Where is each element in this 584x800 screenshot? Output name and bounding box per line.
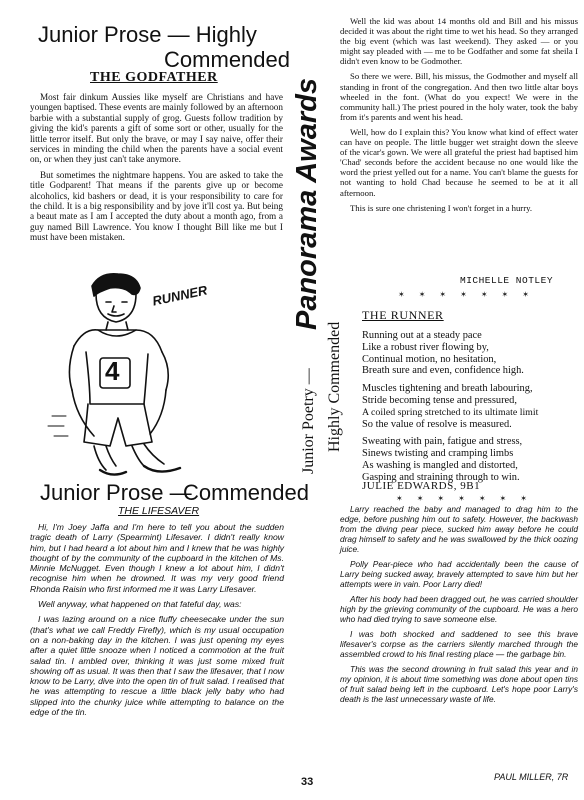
star-divider: ✶ ✶ ✶ ✶ ✶ ✶ ✶ — [398, 290, 535, 299]
paragraph: I was both shocked and saddened to see this brave lifesaver's corpse as the carriers silently marched through the assembled crowd to his final resting place — the garbage bin. — [340, 629, 578, 659]
poem-line: Breath sure and even, confidence high. — [362, 365, 524, 377]
poem-stanza — [362, 383, 582, 430]
poem-line: As washing is mangled and distorted, — [362, 459, 518, 471]
section-label-line1: Junior Prose — Highly — [38, 22, 257, 47]
poem-line: A coiled spring stretched to its ultimate limit — [362, 406, 539, 418]
paragraph: Larry reached the baby and managed to drag him to the edge, before pushing him out to safety. However, the backwash from the diving pear piece, sucked him away before he could drag himself to safety and he was swallowed by the thick oozing juice. — [340, 504, 578, 554]
paragraph: Polly Pear-piece who had accidentally been the cause of Larry being sucked away, bravely attempted to save him but her attempts were in vain. Poor Larry died! — [340, 559, 578, 589]
runner-poem-body — [362, 330, 582, 490]
poem-line: Sweating with pain, fatigue and stress, — [362, 436, 523, 448]
lifesaver-body — [30, 522, 284, 722]
paragraph: Hi, I'm Joey Jaffa and I'm here to tell you about the sudden tragic death of Larry (Spearmint) Lifesaver. I didn't really know him, but I had heard a lot about him and I knew that he was highly thought of by the community of the cupboard in the kitchen of Ms. Minnie McNugget. Even though I knew a lot about him, I didn't recognise him when he drowned. It was my very good friend Rhonda Raisin who first informed me it was Larry Lifesaver. — [30, 522, 284, 594]
poetry-section-label-line2: Highly Commended — [326, 321, 343, 452]
godfather-section-heading — [38, 24, 290, 71]
poetry-section-label-line1: Junior Poetry — — [300, 368, 317, 474]
poem-line: Running out at a steady pace — [362, 330, 482, 341]
godfather-body — [30, 92, 283, 248]
poem-stanza — [362, 436, 582, 483]
paragraph: But sometimes the nightmare happens. You are asked to take the title Godparent! That means if the parents give up or become alcoholics, kid bashers or dead, it is your responsibility to care for the child. It is a big responsibility and by jove it'll cost ya. But being a beaut mate as I am I accepted the duty about a month ago, from a guy named Bill Lawrence. You know I thought Bill like me but I must have been mistaken. — [30, 169, 283, 243]
paragraph: Well, how do I explain this? You know what kind of effect water can have on people. The little bugger wet straight down the sleeve of the vicar's gown. We were all grateful the priest had baptised him 'Chad' seconds before the accident because no one would like the word the priest yelled out for a name. You can't blame the guests for not wanting to hold Chad because he seemed to be at it all afternoon. — [340, 126, 578, 198]
paragraph: So there we were. Bill, his missus, the Godmother and myself all standing in front of the congregation. And then two little altar boys wheeled in the font. (What do you expect! We were in the community hall.) The priest poured in the holy water, took the baby from it's parents and went his head. — [340, 71, 578, 122]
paragraph: This is sure one christening I won't forget in a hurry. — [350, 202, 533, 213]
lifesaver-title: THE LIFESAVER — [118, 505, 200, 517]
godfather-author: MICHELLE NOTLEY — [460, 275, 554, 286]
paragraph: Well the kid was about 14 months old and Bill and his missus decided it was about the right time to wet his head. So they arranged the big event (which was last weekend). They asked — or you might say pleaded with — me to be Godfather and some fat sheila I didn't even know to be Godmother. — [340, 16, 578, 67]
poem-line: Muscles tightening and breath labouring, — [362, 383, 533, 395]
godfather-title: THE GODFATHER — [90, 70, 218, 85]
lifesaver-continued-body — [340, 504, 578, 709]
page-number: 33 — [301, 776, 314, 788]
lifesaver-section-label-right: Commended — [183, 480, 309, 505]
poem-line: Stride becoming tense and pressured, — [362, 394, 517, 406]
godfather-continued-body — [340, 16, 578, 218]
poem-line: Continual motion, no hesitation, — [362, 353, 497, 365]
paragraph: This was the second drowning in fruit salad this year and in my opinion, it is about time something was done about open tins of fruit salad being left in the cupboard. Let's hope poor Larry's death is the last unnecessary waste of life. — [340, 664, 578, 704]
runner-poem-title: THE RUNNER — [362, 308, 444, 322]
poem-line: So the value of resolve is measured. — [362, 418, 512, 430]
section-label-line2: Commended — [164, 47, 290, 72]
poem-line: Gasping and straining through to win. — [362, 471, 520, 483]
poem-line: Like a robust river flowing by, — [362, 341, 489, 353]
paragraph: After his body had been dragged out, he was carried shoulder high by the grieving community of the cupboard. He was a hero who had died trying to save someone else. — [340, 594, 578, 624]
poem-line: Sinews twisting and cramping limbs — [362, 448, 514, 460]
runner-poem-author: JULIE EDWARDS, 9B1 — [362, 480, 481, 492]
paragraph: I was lazing around on a nice fluffy cheesecake under the sun (that's what we call Freddy Firefly), which is my usual occupation on a non-baking day in the kitchen. I was just opening my eyes after a quiet little snooze when I noticed a commotion at the fruit salad tin. I ambled over, thinking it was just some mixed fruit showing off as usual. It was then that I saw the lifesaver, that I now know to be Larry, dive into the open tin of fruit salad. I realised that he was attempting to rescue a little black jelly baby who had slipped into the chunky juice while attempting to balance on the edge of the tin. — [30, 614, 284, 718]
lifesaver-section-label-left: Junior Prose — — [40, 480, 192, 505]
runner-jersey-number: 4 — [105, 356, 120, 386]
paragraph: Well anyway, what happened on that fateful day, was: — [38, 599, 242, 610]
star-divider: ✶ ✶ ✶ ✶ ✶ ✶ ✶ — [396, 494, 533, 503]
runner-drawing — [40, 266, 209, 481]
paragraph: Most fair dinkum Aussies like myself are Christians and have youngen baptised. These events are mainly followed by an afternoon barbie with a substantial supply of grog. Guests follow tradition by giving the kid's parents a gift of some sort or other, usually for the little terror itself. But only the brave, or may I say naive, offer their services in minding the child when the parents have a social event on, or when they just can't take anymore. — [30, 92, 283, 165]
runner-drawing-label: RUNNER — [151, 282, 209, 309]
poem-stanza — [362, 330, 582, 377]
lifesaver-author: PAUL MILLER, 7R — [494, 772, 569, 782]
panorama-awards-banner: Panorama Awards — [291, 78, 323, 330]
